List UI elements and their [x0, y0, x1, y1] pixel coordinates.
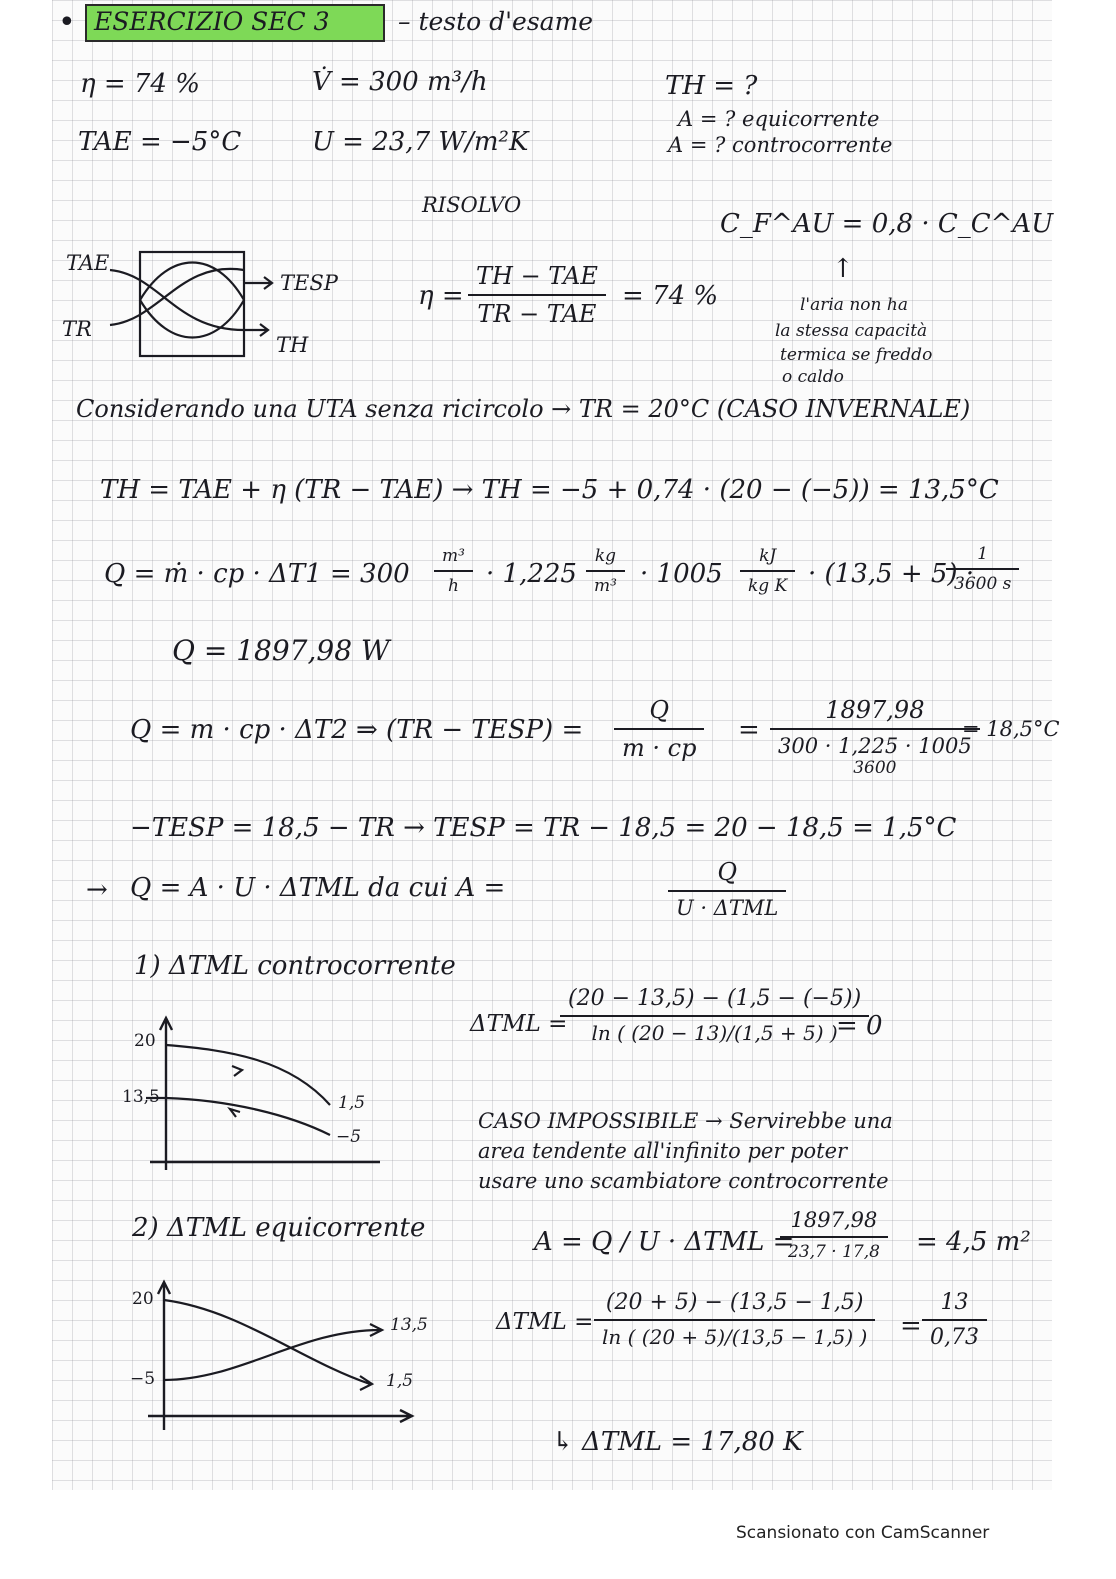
area-num: Q: [717, 858, 738, 886]
q2-fraction-1: [614, 696, 704, 762]
graph2-right-top: 13,5: [390, 1315, 428, 1335]
q2-f2-den: 300 · 1,225 · 1005: [778, 734, 972, 758]
q-f3-den: kg K: [748, 576, 788, 596]
q-mid-1: · 1,225: [486, 559, 577, 589]
camscanner-footer: Scansionato con CamScanner: [736, 1523, 990, 1543]
case1-fraction: [560, 986, 869, 1045]
unknown-th: TH = ?: [665, 71, 758, 101]
graph1-right-top: 1,5: [338, 1093, 366, 1113]
case2-ratio-num: 13: [940, 1290, 969, 1315]
eta-denominator: TR − TAE: [477, 300, 597, 328]
area-arrow: →: [86, 875, 108, 905]
q-f1-den: h: [447, 576, 459, 596]
q-mid-2: · 1005: [640, 559, 723, 589]
eta-numerator: TH − TAE: [476, 262, 598, 290]
q2-f2-num: 1897,98: [825, 696, 925, 724]
considerando-line: Considerando una UTA senza ricircolo → TR = 20°C (CASO INVERNALE): [76, 395, 971, 423]
q-unit-fraction-1: [434, 546, 473, 596]
diagram-tesp: TESP: [280, 271, 338, 295]
case2-d-eq: =: [900, 1311, 922, 1341]
unknown-a-equi: A = ? equicorrente: [678, 107, 880, 131]
exercise-title: ESERCIZIO SEC 3: [94, 7, 330, 36]
case2-d-lhs: ΔTML =: [496, 1309, 594, 1335]
case2-a-lhs: A = Q / U · ΔTML =: [534, 1227, 795, 1257]
eta-fraction: [468, 262, 606, 328]
q-f3-num: kJ: [759, 546, 777, 566]
q-mid-3: · (13,5 + 5) ·: [808, 559, 975, 589]
diagram-tr: TR: [62, 317, 92, 341]
q-f2-den: m³: [594, 576, 617, 596]
q-lhs: Q = ṁ · cp · ΔT1 = 300: [104, 559, 410, 589]
q2-f1-num: Q: [649, 696, 670, 724]
graph2-y-top: 20: [132, 1289, 154, 1309]
bullet: •: [58, 5, 76, 40]
diagram-th: TH: [276, 333, 309, 357]
risolvo-label: RISOLVO: [422, 193, 522, 217]
case2-a-den: 23,7 · 17,8: [788, 1242, 880, 1262]
case1-impossible-1: CASO IMPOSSIBILE → Servirebbe una: [478, 1109, 893, 1133]
given-eta: η = 74 %: [80, 69, 200, 99]
case1-den: ln ( (20 − 13)/(1,5 + 5) ): [591, 1021, 838, 1045]
capacity-note-3: termica se freddo: [780, 345, 933, 365]
case2-d-num: (20 + 5) − (13,5 − 1,5): [605, 1290, 864, 1315]
graph2-right-bot: 1,5: [386, 1371, 414, 1391]
q2-lhs: Q = m · cp · ΔT2 ⇒ (TR − TESP) =: [130, 715, 584, 745]
case2-result: ↳ ΔTML = 17,80 K: [552, 1427, 803, 1457]
th-calculation: TH = TAE + η (TR − TAE) → TH = −5 + 0,74 · (20 − (−5)) = 13,5°C: [100, 475, 999, 505]
given-tae: TAE = −5°C: [78, 127, 242, 157]
case1-num: (20 − 13,5) − (1,5 − (−5)): [568, 986, 862, 1011]
q2-f2-sub: 3600: [853, 758, 897, 778]
capacity-note-1: l'aria non ha: [800, 295, 908, 315]
case2-a-rhs: = 4,5 m²: [916, 1227, 1031, 1257]
case1-rhs: = 0: [836, 1011, 883, 1041]
q-f2-num: kg: [594, 546, 617, 566]
area-lhs: Q = A · U · ΔTML da cui A =: [130, 873, 506, 903]
capacity-note-2: la stessa capacità: [775, 321, 928, 341]
q-result: Q = 1897,98 W: [172, 634, 390, 667]
tesp-calculation: −TESP = 18,5 − TR → TESP = TR − 18,5 = 20 − 18,5 = 1,5°C: [130, 813, 957, 843]
case2-ratio-den: 0,73: [930, 1325, 979, 1350]
diagram-tae: TAE: [66, 251, 110, 275]
case2-ratio-fraction: [922, 1290, 987, 1350]
q2-f1-den: m · cp: [622, 734, 697, 762]
graph1-y-mid: 13,5: [122, 1087, 160, 1107]
area-den: U · ΔTML: [676, 896, 779, 920]
unknown-a-contro: A = ? controcorrente: [668, 133, 893, 157]
case1-lhs: ΔTML =: [470, 1011, 568, 1037]
given-u: U = 23,7 W/m²K: [312, 127, 529, 157]
capacity-note-4: o caldo: [782, 367, 844, 387]
given-flowrate: V̇ = 300 m³/h: [312, 67, 488, 97]
q2-rhs: = 18,5°C: [962, 717, 1060, 741]
case2-a-fraction: [780, 1208, 888, 1262]
q2-eq: =: [738, 715, 760, 745]
area-fraction: [668, 858, 786, 920]
eta-rhs: = 74 %: [622, 281, 719, 311]
case2-d-den: ln ( (20 + 5)/(13,5 − 1,5) ): [602, 1325, 868, 1349]
q-f4-den: 3600 s: [954, 574, 1012, 594]
case2-label: 2) ΔTML equicorrente: [132, 1213, 426, 1243]
case1-label: 1) ΔTML controcorrente: [134, 951, 456, 981]
case2-d-fraction: [594, 1290, 875, 1349]
capacity-formula: C_F^AU = 0,8 · C_C^AU: [720, 209, 1054, 239]
q-f4-num: 1: [977, 544, 989, 564]
graph2-y-bot: −5: [130, 1369, 156, 1389]
graph1-y-top: 20: [134, 1031, 156, 1051]
exercise-subtitle: – testo d'esame: [398, 7, 594, 36]
case2-a-num: 1897,98: [790, 1208, 878, 1232]
capacity-arrow: ↑: [832, 254, 854, 284]
q2-fraction-2: [770, 696, 980, 778]
graph1-right-bot: −5: [336, 1127, 362, 1147]
eta-lhs: η =: [418, 281, 464, 311]
q-unit-fraction-3: [740, 546, 795, 596]
q-unit-fraction-2: [586, 546, 625, 596]
case1-impossible-2: area tendente all'infinito per poter: [478, 1139, 848, 1163]
q-time-fraction: [946, 544, 1019, 594]
q-f1-num: m³: [442, 546, 465, 566]
case1-impossible-3: usare uno scambiatore controcorrente: [478, 1169, 889, 1193]
